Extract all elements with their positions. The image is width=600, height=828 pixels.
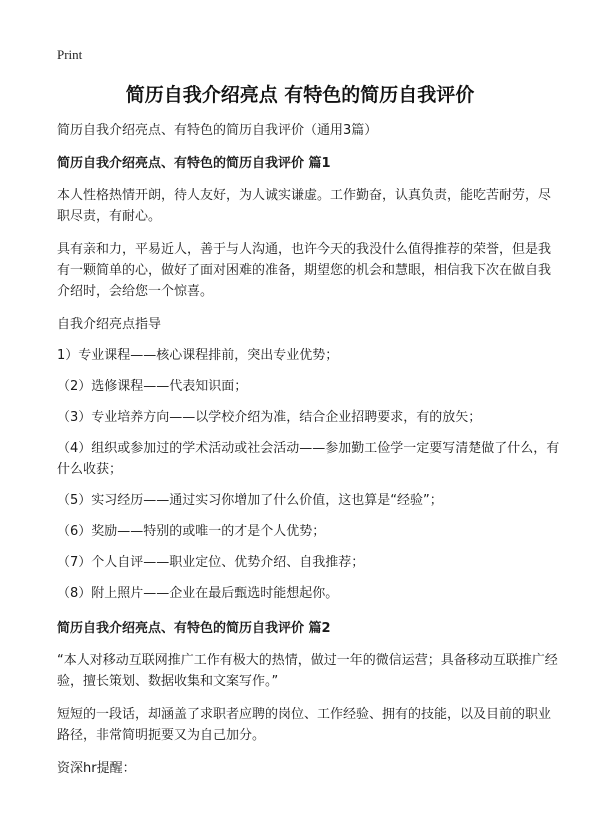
guide-list-item: （7）个人自评——职业定位、优势介绍、自我推荐； bbox=[57, 555, 365, 570]
guide-title: 自我介绍亮点指导 bbox=[57, 317, 162, 332]
guide-list-item: （2）选修课程——代表知识面； bbox=[57, 379, 248, 394]
document-subtitle: 简历自我介绍亮点、有特色的简历自我评价（通用3篇） bbox=[57, 123, 378, 138]
guide-list-item: 1）专业课程——核心课程排前，突出专业优势； bbox=[57, 348, 339, 363]
page-title: 简历自我介绍亮点 有特色的简历自我评价 bbox=[125, 84, 475, 106]
guide-list bbox=[57, 345, 560, 604]
guide-list-item: （4）组织或参加过的学术活动或社会活动——参加勤工俭学一定要写清楚做了什么，有什么收获； bbox=[57, 441, 560, 477]
guide-list-item: （3）专业培养方向——以学校介绍为准，结合企业招聘要求，有的放矢； bbox=[57, 410, 482, 425]
section-2-heading: 简历自我介绍亮点、有特色的简历自我评价 篇2 bbox=[57, 621, 331, 636]
print-label[interactable]: Print bbox=[57, 47, 83, 62]
document-body bbox=[57, 120, 560, 791]
section-2-paragraph-3: 资深hr提醒： bbox=[57, 761, 136, 776]
section-1-heading: 简历自我介绍亮点、有特色的简历自我评价 篇1 bbox=[57, 156, 331, 171]
guide-list-item: （5）实习经历——通过实习你增加了什么价值，这也算是“经验”； bbox=[57, 493, 443, 508]
section-2-paragraph-2: 短短的一段话，却涵盖了求职者应聘的岗位、工作经验、拥有的技能，以及目前的职业路径，非常简明扼要又为自己加分。 bbox=[57, 707, 552, 743]
guide-list-item: （6）奖励——特别的或唯一的才是个人优势； bbox=[57, 524, 326, 539]
section-1-paragraph-1: 本人性格热情开朗，待人友好，为人诚实谦虚。工作勤奋，认真负责，能吃苦耐劳，尽职尽责，有耐心。 bbox=[57, 188, 552, 224]
section-1-paragraph-2: 具有亲和力，平易近人，善于与人沟通，也许今天的我没什么值得推荐的荣誉，但是我有一颗简单的心，做好了面对困难的准备，期望您的机会和慧眼，相信我下次在做自我介绍时，会给您一个惊喜。 bbox=[57, 242, 552, 299]
guide-list-item: （8）附上照片——企业在最后甄选时能想起你。 bbox=[57, 586, 339, 601]
section-2-paragraph-1: “本人对移动互联网推广工作有极大的热情，做过一年的微信运营；具备移动互联推广经验，擅长策划、数据收集和文案写作。” bbox=[57, 653, 558, 689]
